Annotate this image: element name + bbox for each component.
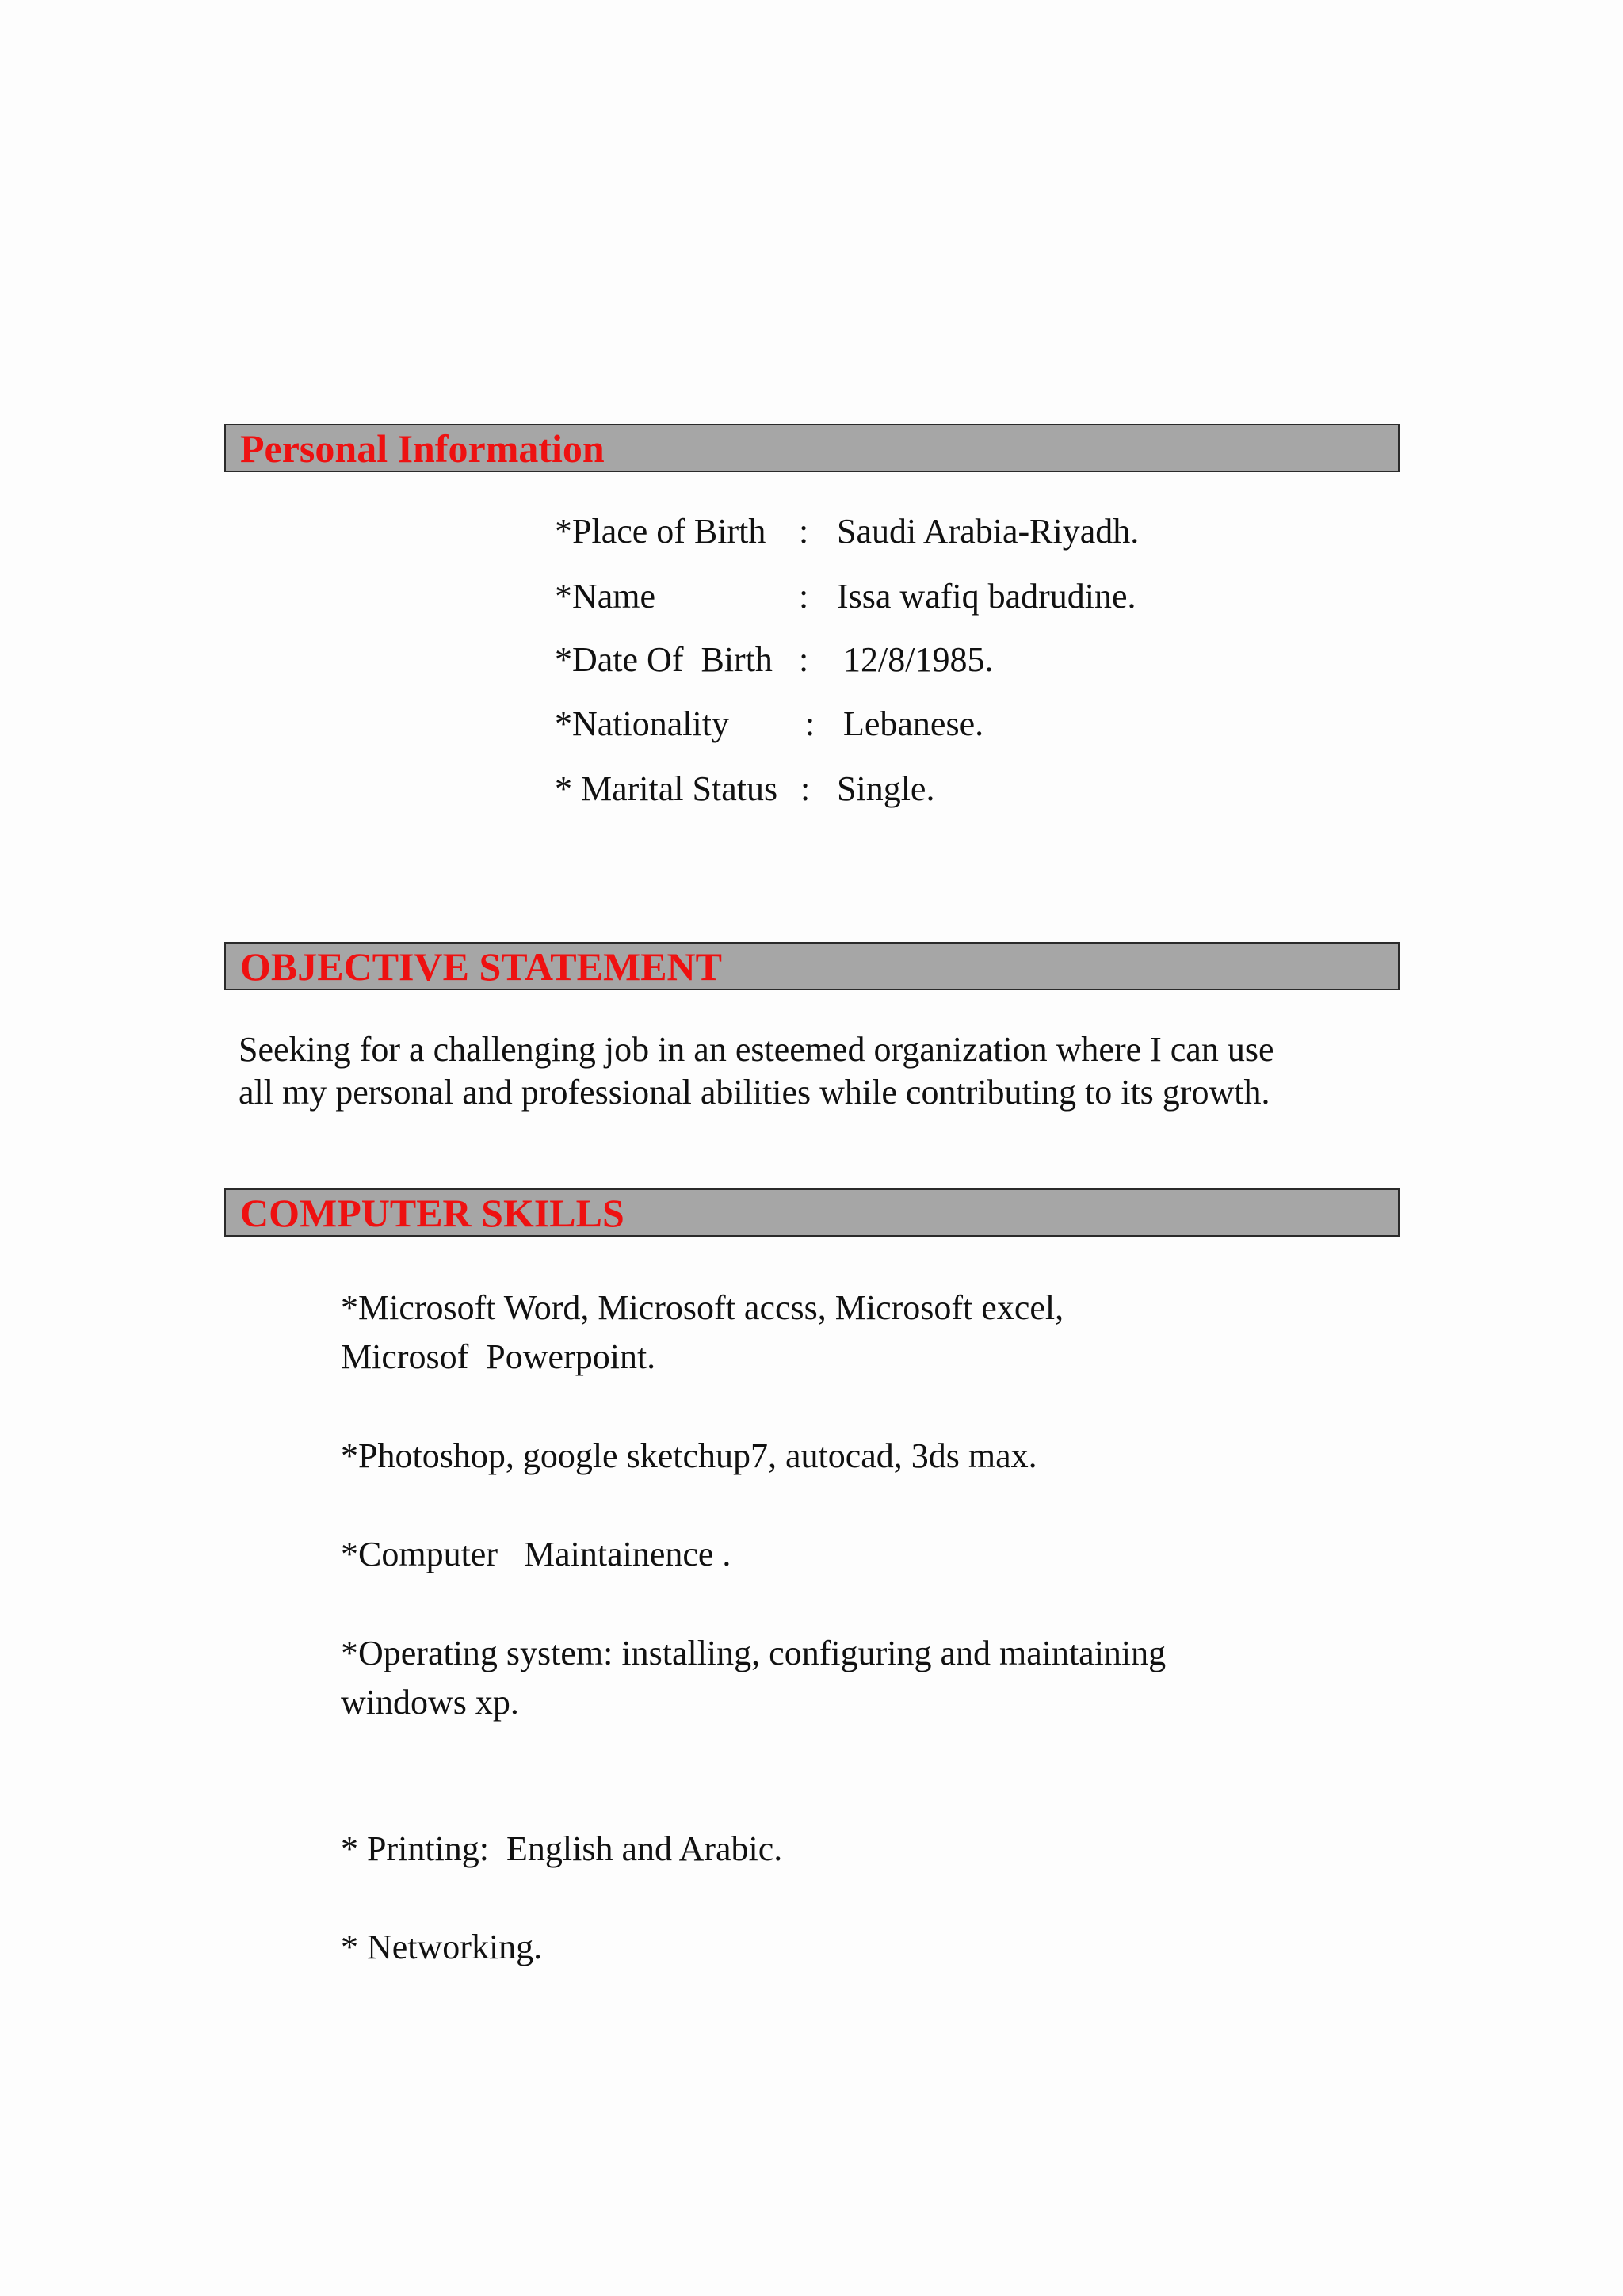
field-colon: : [799,640,809,679]
skill-line: *Microsoft Word, Microsoft accss, Microsoft excel, [341,1288,1064,1327]
field-value: Single. [837,769,935,808]
objective-statement-text [239,1028,1380,1114]
field-colon: : [805,704,815,743]
field-name [0,573,1623,620]
field-place-of-birth [0,508,1623,555]
field-value: Lebanese. [843,704,984,743]
field-colon: : [799,577,809,616]
field-colon: : [800,769,811,808]
field-value: Issa wafiq badrudine. [837,577,1136,616]
computer-skills-header [224,1188,1400,1237]
field-label: *Nationality [555,704,729,743]
skill-item-design-software [341,1432,1037,1481]
skill-line: windows xp. [341,1683,519,1722]
field-date-of-birth [0,636,1623,684]
skill-line: * Printing: English and Arabic. [341,1829,783,1868]
skill-item-operating-system [341,1629,1166,1727]
objective-line: Seeking for a challenging job in an esteemed organization where I can use [239,1030,1274,1069]
objective-statement-header [224,942,1400,990]
skill-line: *Computer Maintainence . [341,1535,731,1573]
personal-information-title: Personal Information [240,425,605,471]
skill-line: *Operating system: installing, configuring and maintaining [341,1634,1167,1672]
skill-line: * Networking. [341,1928,543,1966]
personal-information-header [224,424,1400,472]
skill-item-computer-maintenance [341,1530,731,1579]
field-label: *Date Of Birth [555,640,773,679]
skill-line: *Photoshop, google sketchup7, autocad, 3ds max. [341,1436,1037,1475]
field-value: 12/8/1985. [843,640,994,679]
skill-item-printing [341,1825,782,1874]
skill-item-networking [341,1923,542,1972]
field-label: *Place of Birth [555,512,766,551]
skill-line: Microsof Powerpoint. [341,1337,656,1376]
field-value: Saudi Arabia-Riyadh. [837,512,1140,551]
computer-skills-title: COMPUTER SKILLS [240,1190,624,1235]
field-label: *Name [555,577,656,616]
field-colon: : [799,512,809,551]
objective-statement-title: OBJECTIVE STATEMENT [240,944,723,989]
skill-item-microsoft-office [341,1283,1064,1382]
field-nationality [0,700,1623,748]
objective-line: all my personal and professional abilities while contributing to its growth. [239,1073,1270,1112]
field-label: * Marital Status [555,769,778,808]
field-marital-status [0,765,1623,813]
